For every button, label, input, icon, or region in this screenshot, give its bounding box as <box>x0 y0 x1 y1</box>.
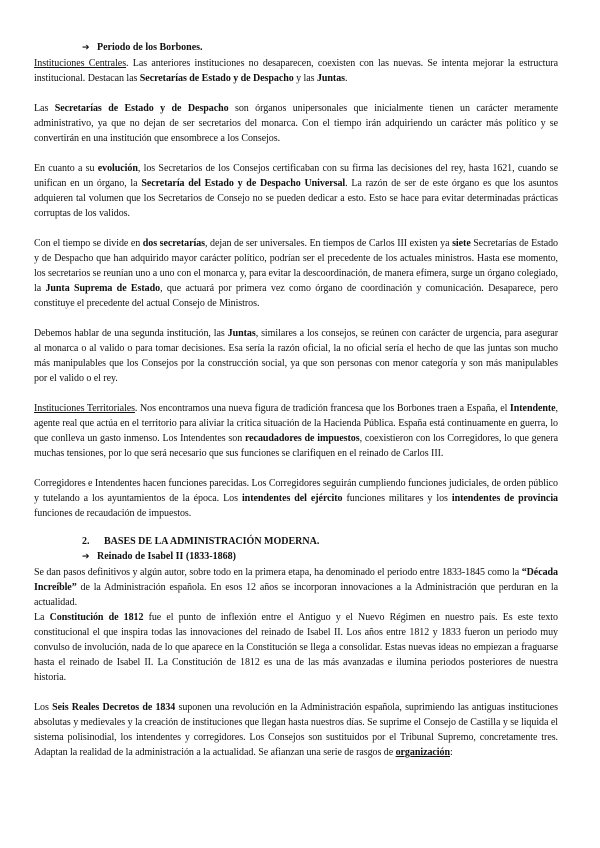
bold-term: siete <box>452 238 471 249</box>
text-run: Las <box>34 103 55 114</box>
text-run: suponen una revolución en la Administración española, suprimiendo las antiguas instituciones absolutas y medievales y la creación de instituciones que llegan hasta nuestros días. Se suprime el Consejo de Castilla y se liquida el sistema polisinodial, los intendentes y corregidores. Los Consejos son sustituidos por el Tribunal Supremo, concretamente tres. Adaptan la realidad de la administración a la actualidad. Se afianzan una serie de rasgos de <box>34 702 558 758</box>
paragraph-instituciones-territoriales <box>34 401 558 461</box>
bold-term: Secretaría del Estado y de Despacho Universal <box>141 178 346 189</box>
text-run: , coexistieron con los Corregidores, lo que genera muchas tensiones, por lo que será necesario que sus funciones se clarifiquen en el reinado de Carlos III. <box>34 433 558 459</box>
text-run: funciones militares y los <box>342 493 452 504</box>
text-run: de la Administración española. En esos 12 años se incorporan innovaciones a la Administración que perduran en la actualidad. <box>34 582 558 608</box>
text-run: . <box>345 73 348 84</box>
bold-term: Juntas <box>316 73 345 84</box>
bold-term: Seis Reales Decretos de 1834 <box>52 702 176 713</box>
paragraph-secretarias <box>34 101 558 146</box>
text-run: . Las anteriores instituciones no desaparecen, coexisten con las nuevas. Se intenta mejorar la estructura institucional. Destacan las <box>34 58 559 84</box>
paragraph-corregidores <box>34 476 558 521</box>
text-run: Corregidores e Intendentes hacen funciones parecidas. Los Corregidores seguirán cumpliendo funciones judiciales, de orden público y tutelando a los ayuntamientos de la época. Los <box>34 478 558 504</box>
bold-term: dos secretarías <box>142 238 206 249</box>
bold-term: intendentes de provincia <box>451 493 558 504</box>
section-heading-administracion-moderna <box>34 534 558 549</box>
underlined-term: Instituciones Centrales <box>34 58 127 69</box>
text-run: . Nos encontramos una nueva figura de tradición francesa que los Borbones traen a España, el <box>134 403 510 414</box>
bold-term: intendentes del ejército <box>241 493 343 504</box>
text-run: , similares a los consejos, se reúnen con carácter de urgencia, para asegurar al monarca o al valido o para tomar decisiones. Esa sería la razón oficial, la no oficial sería el hecho de que las juntas son mucho más manipulables que los Consejos por la construcción social, ya que son personas con menor categoría y son más manipulables por el valido o el rey. <box>34 328 558 384</box>
arrow-icon: ➔ <box>82 43 90 53</box>
text-run: Debemos hablar de una segunda institución, las <box>34 328 228 339</box>
paragraph-instituciones-centrales <box>34 56 558 86</box>
text-run: , los Secretarios de los Consejos certificaban con su firma las decisiones del rey, hasta 1621, cuando se unifican en un órgano, la <box>34 163 558 189</box>
bold-term: Junta Suprema de Estado <box>45 283 161 294</box>
bold-term: Secretarías de Estado y de Despacho <box>139 73 294 84</box>
text-run: fue el punto de inflexión entre el Antiguo y el Nuevo Régimen en nuestro país. Es este texto constitucional el que inspira todas las innovaciones del reinado de Isabel II. Los años entre 1812 y 1833 fueron un periodo muy convulso de involución, nada de lo que aparece en la Constitución se llega a consolidar. Estas nuevas ideas no empiezan a fraguarse hasta el reinado de Isabel II. La Constitución de 1812 es una de las más avanzadas e ilumina periodos posteriores de nuestra historia. <box>34 612 558 683</box>
paragraph-juntas <box>34 326 558 386</box>
paragraph-dos-secretarias <box>34 236 558 311</box>
section-heading-borbones <box>34 40 558 56</box>
section-title: Periodo de los Borbones. <box>97 42 203 53</box>
paragraph-evolucion <box>34 161 558 221</box>
text-run: Se dan pasos definitivos y algún autor, sobre todo en la primera etapa, ha denominado el periodo entre 1833-1845 como la <box>34 567 522 578</box>
section-number: 2. <box>82 536 90 547</box>
text-run: , agente real que actúa en el territorio para aliviar la crítica situación de la Hacienda Pública. España está continuamente en guerra, lo que conlleva un gasto inmenso. Los Intendentes son <box>34 403 558 444</box>
paragraph-constitucion-1812 <box>34 610 558 685</box>
bold-term: evolución <box>97 163 138 174</box>
text-run: : <box>450 747 453 758</box>
bold-term: Secretarías de Estado y de Despacho <box>54 103 229 114</box>
bold-term: recaudadores de impuestos <box>244 433 360 444</box>
text-run: funciones de recaudación de impuestos. <box>34 508 192 519</box>
underlined-term: Instituciones Territoriales <box>34 403 135 414</box>
text-run: Los <box>34 702 53 713</box>
bold-term: Intendente <box>509 403 556 414</box>
bold-term: Juntas <box>227 328 256 339</box>
section-title: BASES DE LA ADMINISTRACIÓN MODERNA. <box>104 536 320 547</box>
text-run: La <box>34 612 50 623</box>
subsection-title: Reinado de Isabel II (1833-1868) <box>97 551 236 562</box>
paragraph-decada-increible <box>34 565 558 610</box>
paragraph-reales-decretos <box>34 700 558 760</box>
text-run: . La razón de ser de este órgano es que los asuntos adquieren tal volumen que los Secretarios de Consejo no se pueden dedicar a esto. Esto se hace para evitar determinadas prácticas corruptas de los validos. <box>34 178 558 219</box>
subsection-heading-isabel-ii <box>34 549 558 565</box>
text-run: , dejan de ser universales. En tiempos de Carlos III existen ya <box>205 238 453 249</box>
document-page <box>34 40 558 760</box>
text-run: , que actuará por primera vez como órgano de coordinación y comunicación. Desaparece, pero constituye el precedente del actual Consejo de Ministros. <box>34 283 558 309</box>
bold-underlined-term: organización <box>395 747 450 758</box>
arrow-icon: ➔ <box>82 552 90 562</box>
text-run: En cuanto a su <box>34 163 98 174</box>
text-run: Con el tiempo se divide en <box>34 238 143 249</box>
text-run: son órganos unipersonales que inicialmente tienen un carácter meramente administrativo, ya que no dejan de ser secretarios del monarca. Con el tiempo irán adquiriendo un carácter más político y se convertirán en una institución que ensombrece a los Consejos. <box>34 103 558 144</box>
text-run: Secretarías de Estado y de Despacho que han adquirido mayor carácter político, podrían ser el precedente de los actuales ministros. Hasta ese momento, los secretarios se reunían uno a uno con el monarca y, para evitar la descoordinación, de manera efímera, surge un órgano colegiado, la <box>34 238 558 294</box>
bold-term: “Década Increíble” <box>34 567 558 593</box>
bold-term: Constitución de 1812 <box>49 612 144 623</box>
text-run: y las <box>293 73 317 84</box>
